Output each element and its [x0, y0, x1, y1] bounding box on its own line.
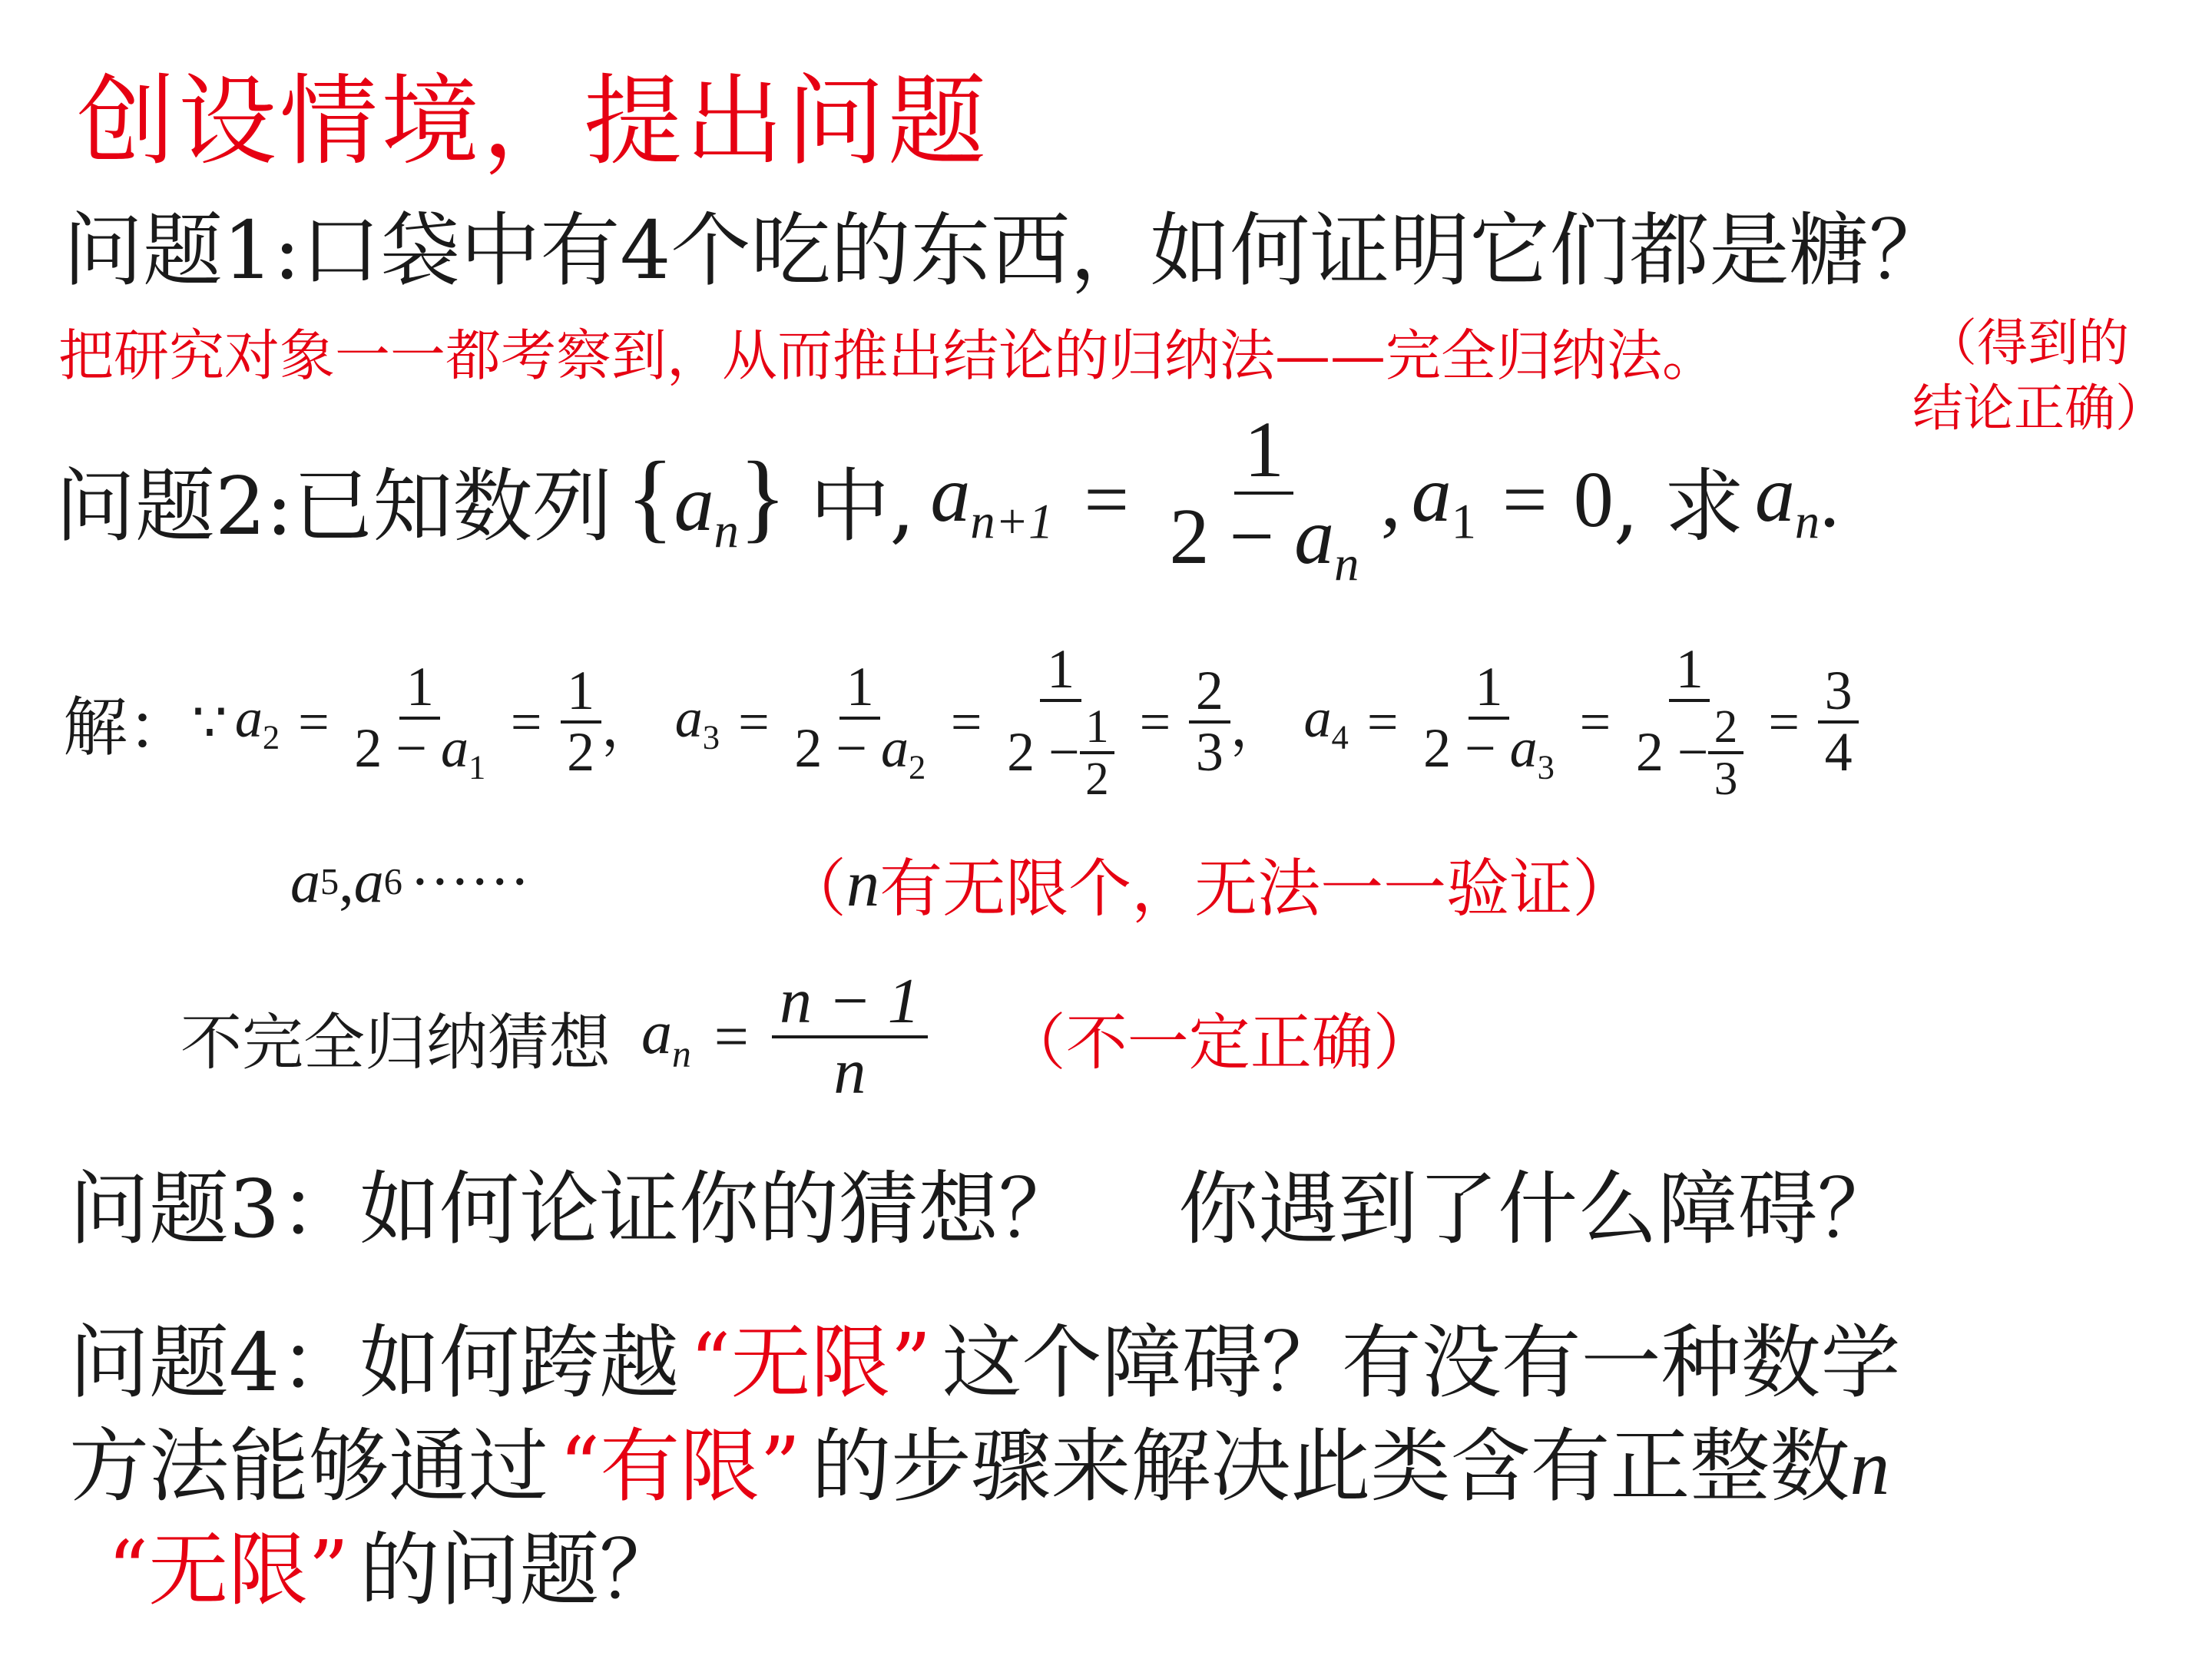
question-2-ask: , 求	[1613, 459, 1744, 553]
question-2-prefix: 问题2:已知数列	[55, 459, 613, 553]
recurrence-fraction: $\frac{1}{2 - a_n}$	[1169, 406, 1359, 592]
page-title: 创设情境，提出问题	[77, 65, 990, 179]
a-n-target: $a_n$	[1754, 449, 1820, 549]
a4-nested-fraction: 1 2 − $\frac{2}{3}$	[1629, 641, 1750, 803]
conjecture-label: 不完全归纳猜想	[180, 1006, 611, 1078]
a4-fraction: $\frac{1}{2 - a_3}$	[1423, 656, 1555, 786]
note-side-line-2: 结论正确）	[1912, 379, 2166, 438]
conjecture-fraction: $\frac{n - 1}{n}$	[772, 968, 928, 1106]
question-1: 问题1:口袋中有4个吃的东西，如何证明它们都是糖？	[63, 204, 1949, 297]
note-side-line-1: （得到的	[1926, 313, 2129, 373]
a3-value: $\frac{2}{3}$	[1189, 662, 1230, 781]
question-4-line-3: “无限” 的问题？	[108, 1523, 680, 1617]
conjecture-note: （不一定正确）	[1004, 1006, 1435, 1078]
because-symbol: ∵	[192, 691, 227, 753]
a3-nested-fraction: 1 2 − $\frac{1}{2}$	[1001, 641, 1121, 803]
question-3: 问题3：如何论证你的猜想？ 你遇到了什么障碍？	[69, 1162, 1898, 1256]
conjecture-row: 不完全归纳猜想 $a_n$ = $\frac{n - 1}{n}$ （不一定正确）	[180, 965, 1435, 1108]
solution-label: 解：	[63, 692, 193, 764]
a2-fraction: $\frac{1}{2 - a_1}$	[354, 656, 486, 786]
question-2-mid: 中,	[810, 459, 916, 553]
question-4-line-2: 方法能够通过 “有限” 的步骤来解决此类含有正整数n	[69, 1419, 1890, 1513]
a3-fraction: $\frac{1}{2 - a_2}$	[794, 656, 926, 786]
solution-row: 解： ∵ $a_2$ = $\frac{1}{2 - a_1}$ = $\frac{1}{2}$ ， $a_3$ = $\frac{1}{2 - a_2}$ = 1 2 − $\frac{1}{2}$ = $\frac{2}{3}$ ， $a_4$ = $\frac{1}{2 - a_3}$ = 1 2 − $\frac{2}{3}$ = $\frac{3}{4}$	[63, 614, 1859, 830]
a-3: $a_3$	[674, 687, 720, 757]
infinite-note: （ n 有无限个，无法一一验证）	[783, 846, 1636, 926]
a4-value: $\frac{3}{4}$	[1818, 662, 1859, 781]
question-4-line-1: 问题4：如何跨越 “无限” 这个障碍？有没有一种数学	[69, 1316, 1901, 1409]
a-n-plus-1: $a_{n+1}$	[930, 449, 1054, 549]
a-1: $a_1$	[1411, 449, 1477, 549]
a2-value: $\frac{1}{2}$	[561, 662, 601, 781]
question-2: 问题2:已知数列 $\{a_n\}$ 中, $a_{n+1}$ = $\frac{1}{2 - a_n}$ , $a_1$ = 0 , 求 $a_n$ .	[55, 406, 1840, 592]
equals-sign: =	[1084, 455, 1129, 544]
a-2: $a_2$	[234, 687, 280, 757]
initial-value: 0	[1573, 455, 1614, 544]
complete-induction-note: 把研究对象一一都考察到，从而推出结论的归纳法——完全归纳法。	[58, 323, 1718, 388]
a5-a6-ellipsis: a 5 , a 6 ······	[290, 848, 530, 915]
conjecture-a-n: $a_n$	[641, 998, 691, 1075]
a-4: $a_4$	[1303, 687, 1349, 757]
sequence-notation: $\{a_n\}$	[626, 441, 787, 558]
